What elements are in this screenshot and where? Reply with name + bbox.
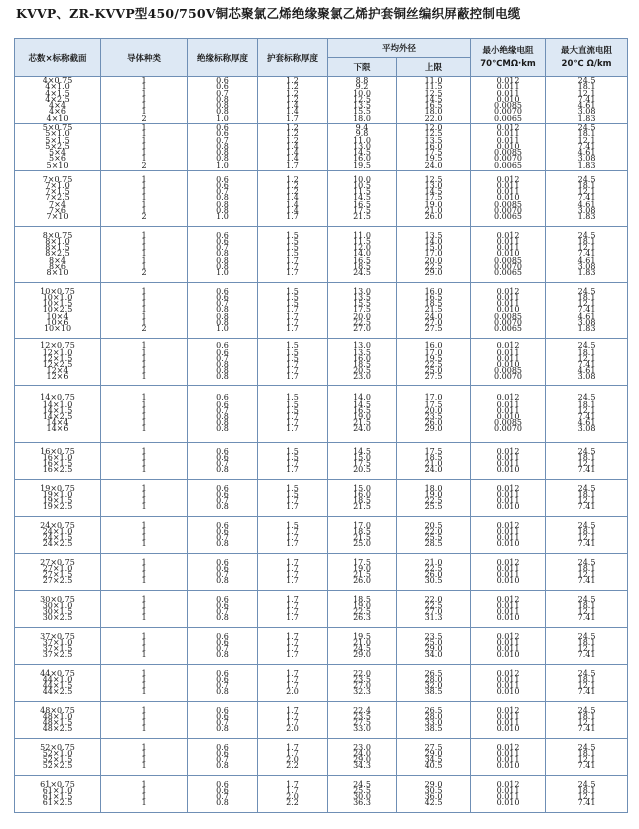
cell-od-lower: 17.5 19.0 21.5 26.0 (328, 554, 397, 591)
cell-insulation: 0.6 0.6 0.7 0.8 0.8 0.8 1.0 (188, 283, 258, 339)
cell-ins-resistance: 0.012 0.011 0.011 0.010 (471, 591, 546, 628)
cell-size: 27×0.75 27×1.0 27×1.5 27×2.5 (15, 554, 101, 591)
cell-size: 37×0.75 37×1.0 37×1.5 37×2.5 (15, 628, 101, 665)
cell-insulation: 0.6 0.6 0.7 0.8 0.8 0.8 1.0 (188, 227, 258, 283)
cell-od-lower: 15.0 16.0 18.5 21.5 (328, 480, 397, 517)
table-row (15, 386, 628, 443)
cell-ins-resistance: 0.012 0.011 0.011 0.010 (471, 480, 546, 517)
table-row (15, 665, 628, 702)
header-cores: 芯数×标称截面 (15, 39, 101, 77)
cell-size: 61×0.75 61×1.0 61×1.5 61×2.5 (15, 776, 101, 813)
cell-size: 30×0.75 30×1.0 30×1.5 30×2.5 (15, 591, 101, 628)
cell-od-lower: 11.0 11.5 12.0 14.0 16.5 18.5 24.5 (328, 227, 397, 283)
header-lower: 下限 (328, 58, 397, 77)
table-row (15, 171, 628, 227)
cell-od-upper: 26.5 28.0 32.0 38.5 (397, 665, 471, 702)
cell-od-lower: 19.5 21.0 24.5 29.0 (328, 628, 397, 665)
cell-conductor: 1 1 1 1 1 1 2 (101, 227, 188, 283)
cell-od-upper: 17.5 18.5 21.0 24.0 (397, 443, 471, 480)
cell-insulation: 0.6 0.6 0.7 0.8 0.8 0.8 (188, 339, 258, 386)
table-row (15, 517, 628, 554)
cell-od-upper: 27.5 29.0 34.5 40.5 (397, 739, 471, 776)
cell-sheath: 1.5 1.5 1.7 1.7 (258, 480, 328, 517)
cell-ins-resistance: 0.012 0.011 0.011 0.010 (471, 665, 546, 702)
cell-od-lower: 14.5 15.0 17.5 20.5 (328, 443, 397, 480)
cell-ins-resistance: 0.012 0.011 0.011 0.010 0.0085 0.0070 0.0065 (471, 171, 546, 227)
cell-sheath: 1.7 1.7 1.7 1.7 (258, 628, 328, 665)
header-ins-res-line1: 最小绝缘电阻 (482, 45, 534, 56)
cell-od-upper: 26.5 28.0 33.0 38.5 (397, 702, 471, 739)
cell-size: 19×0.75 19×1.0 19×1.5 19×2.5 (15, 480, 101, 517)
cell-insulation: 0.6 0.6 0.7 0.8 (188, 443, 258, 480)
cell-dc-resistance: 24.5 18.1 12.1 7.41 (546, 554, 628, 591)
cell-size: 10×0.75 10×1.0 10×1.5 10×2.5 10×4 10×6 10×10 (15, 283, 101, 339)
cell-ins-resistance: 0.012 0.011 0.011 0.010 (471, 554, 546, 591)
cell-conductor: 1 1 1 1 (101, 480, 188, 517)
cell-dc-resistance: 24.5 18.1 12.1 7.41 (546, 517, 628, 554)
cell-od-lower: 22.0 23.5 27.0 32.3 (328, 665, 397, 702)
header-insulation-resistance (471, 39, 546, 77)
header-insulation: 绝缘标称厚度 (188, 39, 258, 77)
cell-conductor: 1 1 1 1 (101, 591, 188, 628)
cell-od-upper: 13.5 14.0 15.0 17.0 20.0 22.5 29.0 (397, 227, 471, 283)
cell-od-upper: 23.5 25.0 29.0 34.0 (397, 628, 471, 665)
cell-sheath: 1.5 1.5 1.7 1.7 (258, 443, 328, 480)
cell-ins-resistance: 0.012 0.011 0.011 0.010 0.0085 0.0070 0.0065 (471, 77, 546, 124)
cell-sheath: 1.7 1.7 2.0 2.2 (258, 739, 328, 776)
cell-dc-resistance: 24.5 18.1 12.1 7.41 4.61 3.08 1.83 (546, 171, 628, 227)
table-row (15, 628, 628, 665)
cell-od-lower: 9.4 9.8 11.0 13.0 14.5 16.0 19.5 (328, 124, 397, 171)
cell-od-upper: 16.0 17.0 19.5 22.5 25.0 27.5 (397, 339, 471, 386)
cell-dc-resistance: 24.5 18.1 12.1 7.41 (546, 739, 628, 776)
table-header (15, 39, 628, 77)
cell-sheath: 1.5 1.5 1.5 1.7 1.7 1.7 (258, 339, 328, 386)
cell-insulation: 0.6 0.6 0.7 0.8 (188, 702, 258, 739)
cell-sheath: 1.5 1.7 1.7 1.7 (258, 517, 328, 554)
cell-dc-resistance: 24.5 18.1 12.1 7.41 4.61 3.08 (546, 386, 628, 443)
cell-dc-resistance: 24.5 18.1 12.1 7.41 (546, 665, 628, 702)
cell-od-upper: 17.0 17.5 20.0 23.5 26.0 29.0 (397, 386, 471, 443)
cell-insulation: 0.6 0.6 0.7 0.8 (188, 517, 258, 554)
cell-dc-resistance: 24.5 18.1 12.1 7.41 4.61 3.08 1.83 (546, 283, 628, 339)
cell-od-upper: 21.0 22.5 26.0 30.5 (397, 554, 471, 591)
cell-size: 52×0.75 52×1.0 52×1.5 52×2.5 (15, 739, 101, 776)
cell-od-lower: 10.0 10.5 11.5 14.5 16.5 17.5 21.5 (328, 171, 397, 227)
cell-dc-resistance: 24.5 18.1 12.1 7.41 4.61 3.08 1.83 (546, 227, 628, 283)
cell-conductor: 1 1 1 1 1 1 2 (101, 77, 188, 124)
cell-sheath: 1.2 1.2 1.2 1.4 1.4 1.4 1.7 (258, 124, 328, 171)
cell-sheath: 1.7 1.7 1.7 1.7 (258, 591, 328, 628)
table-row (15, 591, 628, 628)
cell-insulation: 0.6 0.6 0.7 0.8 (188, 554, 258, 591)
cell-od-lower: 8.8 9.2 10.0 12.5 13.5 15.5 18.0 (328, 77, 397, 124)
cell-size: 24×0.75 24×1.0 24×1.5 24×2.5 (15, 517, 101, 554)
cell-dc-resistance: 24.5 18.1 12.1 7.41 (546, 702, 628, 739)
cell-ins-resistance: 0.012 0.011 0.011 0.010 (471, 443, 546, 480)
table-body (15, 77, 628, 813)
cell-size: 16×0.75 16×1.0 16×1.5 16×2.5 (15, 443, 101, 480)
cell-od-lower: 24.5 25.5 30.0 36.3 (328, 776, 397, 813)
header-dc-res-line2: 20℃ Ω/km (561, 58, 612, 69)
cell-od-lower: 13.0 13.5 16.0 18.5 20.5 23.0 (328, 339, 397, 386)
cell-insulation: 0.6 0.6 0.7 0.8 (188, 776, 258, 813)
cell-od-lower: 14.0 14.5 16.5 19.0 21.5 24.0 (328, 386, 397, 443)
table-row (15, 702, 628, 739)
cell-conductor: 1 1 1 1 (101, 554, 188, 591)
cell-sheath: 1.7 1.7 1.7 2.0 (258, 665, 328, 702)
cell-dc-resistance: 24.5 18.1 12.1 7.41 (546, 591, 628, 628)
cell-sheath: 1.7 1.7 2.0 2.2 (258, 776, 328, 813)
cell-od-lower: 17.0 18.5 21.5 25.0 (328, 517, 397, 554)
cell-size: 8×0.75 8×1.0 8×1.5 8×2.5 8×4 8×6 8×10 (15, 227, 101, 283)
header-ins-res-line2: 70℃MΩ·km (480, 58, 536, 69)
cell-size: 12×0.75 12×1.0 12×1.5 12×2.5 12×4 12×6 (15, 339, 101, 386)
cell-conductor: 1 1 1 1 (101, 702, 188, 739)
cell-ins-resistance: 0.012 0.011 0.011 0.010 0.0085 0.0070 (471, 386, 546, 443)
cell-conductor: 1 1 1 1 (101, 517, 188, 554)
cell-sheath: 1.7 1.7 1.7 2.0 (258, 702, 328, 739)
cell-dc-resistance: 24.5 18.1 12.1 7.41 4.61 3.08 (546, 339, 628, 386)
table-row (15, 77, 628, 124)
cell-conductor: 1 1 1 1 1 1 2 (101, 283, 188, 339)
table-row (15, 339, 628, 386)
table-row (15, 227, 628, 283)
cell-od-lower: 18.5 19.0 22.5 26.3 (328, 591, 397, 628)
cell-ins-resistance: 0.012 0.011 0.011 0.010 (471, 628, 546, 665)
cell-ins-resistance: 0.012 0.011 0.011 0.010 (471, 776, 546, 813)
cell-ins-resistance: 0.012 0.011 0.011 0.010 (471, 517, 546, 554)
table-row (15, 554, 628, 591)
cell-od-lower: 13.0 13.5 15.5 17.5 20.0 22.5 27.0 (328, 283, 397, 339)
cell-conductor: 1 1 1 1 (101, 739, 188, 776)
page-title: KVVP、ZR-KVVP型450/750V铜芯聚氯乙烯绝缘聚氯乙烯护套铜丝编织屏蔽控制电缆 (16, 6, 521, 21)
cell-od-upper: 11.0 11.5 12.5 14.5 16.5 18.0 22.0 (397, 77, 471, 124)
table-row (15, 739, 628, 776)
table-row (15, 124, 628, 171)
cell-od-upper: 12.0 12.5 13.5 16.0 17.5 19.5 24.0 (397, 124, 471, 171)
header-avg-od: 平均外径 (328, 39, 471, 58)
cell-sheath: 1.7 1.7 1.7 1.7 (258, 554, 328, 591)
cell-size: 44×0.75 44×1.0 44×1.5 44×2.5 (15, 665, 101, 702)
cell-conductor: 1 1 1 1 (101, 443, 188, 480)
cell-od-upper: 20.5 22.0 25.5 28.5 (397, 517, 471, 554)
cell-conductor: 1 1 1 1 1 1 2 (101, 124, 188, 171)
cell-sheath: 1.2 1.2 1.2 1.2 1.4 1.4 1.7 (258, 77, 328, 124)
cell-conductor: 1 1 1 1 1 1 (101, 386, 188, 443)
cell-dc-resistance: 24.5 18.1 12.1 7.41 (546, 443, 628, 480)
header-conductor: 导体种类 (101, 39, 188, 77)
cable-spec-table (14, 38, 628, 813)
cell-size: 48×0.75 48×1.0 48×1.5 48×2.5 (15, 702, 101, 739)
cell-ins-resistance: 0.012 0.011 0.011 0.010 0.0085 0.0070 0.0065 (471, 283, 546, 339)
cell-conductor: 1 1 1 1 (101, 665, 188, 702)
cell-size: 4×0.75 4×1.0 4×1.5 4×2.5 4×4 4×6 4×10 (15, 77, 101, 124)
cell-insulation: 0.6 0.6 0.7 0.8 0.8 0.8 1.0 (188, 77, 258, 124)
cell-insulation: 0.6 0.6 0.7 0.8 0.8 0.8 (188, 386, 258, 443)
cell-ins-resistance: 0.012 0.011 0.011 0.010 0.0085 0.0070 0.0065 (471, 227, 546, 283)
cell-insulation: 0.6 0.6 0.7 0.8 (188, 739, 258, 776)
cell-size: 14×0.75 14×1.0 14×1.5 14×2.5 14×4 14×6 (15, 386, 101, 443)
table-row (15, 283, 628, 339)
header-dc-res-line1: 最大直流电阻 (561, 45, 613, 56)
cell-size: 7×0.75 7×1.0 7×1.5 7×2.5 7×4 7×6 7×10 (15, 171, 101, 227)
cell-insulation: 0.6 0.6 0.7 0.8 0.8 0.8 1.0 (188, 171, 258, 227)
cell-od-upper: 29.0 30.5 36.0 42.5 (397, 776, 471, 813)
table-row (15, 443, 628, 480)
cell-od-upper: 16.0 16.5 18.5 21.5 24.0 27.0 27.5 (397, 283, 471, 339)
cell-sheath: 1.5 1.5 1.5 1.7 1.7 1.7 1.7 (258, 283, 328, 339)
cell-conductor: 1 1 1 1 (101, 628, 188, 665)
cell-conductor: 1 1 1 1 1 1 2 (101, 171, 188, 227)
cell-dc-resistance: 24.5 18.1 12.1 7.41 4.61 3.08 1.83 (546, 77, 628, 124)
table-row (15, 776, 628, 813)
cell-dc-resistance: 24.5 18.1 12.1 7.41 (546, 776, 628, 813)
cell-sheath: 1.2 1.2 1.2 1.4 1.4 1.4 1.7 (258, 171, 328, 227)
cell-insulation: 0.6 0.6 0.7 0.8 (188, 591, 258, 628)
cell-ins-resistance: 0.012 0.011 0.011 0.010 (471, 739, 546, 776)
cell-conductor: 1 1 1 1 1 1 (101, 339, 188, 386)
header-upper: 上限 (397, 58, 471, 77)
cell-ins-resistance: 0.012 0.011 0.011 0.010 0.0085 0.0070 (471, 339, 546, 386)
cell-insulation: 0.6 0.6 0.7 0.8 (188, 480, 258, 517)
cell-insulation: 0.6 0.6 0.7 0.8 (188, 628, 258, 665)
cell-dc-resistance: 24.5 18.1 12.1 7.41 (546, 628, 628, 665)
cell-od-lower: 22.4 23.5 27.5 33.0 (328, 702, 397, 739)
cell-sheath: 1.5 1.5 1.5 1.7 1.7 1.7 (258, 386, 328, 443)
header-sheath: 护套标称厚度 (258, 39, 328, 77)
cell-size: 5×0.75 5×1.0 5×1.5 5×2.5 5×4 5×6 5×10 (15, 124, 101, 171)
cell-ins-resistance: 0.012 0.011 0.011 0.010 (471, 702, 546, 739)
cell-od-upper: 22.0 22.5 27.0 31.3 (397, 591, 471, 628)
cell-od-upper: 18.0 19.0 22.5 25.5 (397, 480, 471, 517)
header-dc-resistance (546, 39, 628, 77)
cell-conductor: 1 1 1 1 (101, 776, 188, 813)
cell-dc-resistance: 24.5 18.1 12.1 7.41 (546, 480, 628, 517)
cell-dc-resistance: 24.5 18.1 12.1 7.41 4.61 3.08 1.83 (546, 124, 628, 171)
table-row (15, 480, 628, 517)
cell-od-upper: 12.5 13.0 14.5 17.5 19.0 21.0 26.0 (397, 171, 471, 227)
cell-insulation: 0.6 0.6 0.7 0.8 0.8 0.8 1.0 (188, 124, 258, 171)
cell-sheath: 1.5 1.5 1.5 1.5 1.7 1.7 1.7 (258, 227, 328, 283)
cell-insulation: 0.6 0.6 0.7 0.8 (188, 665, 258, 702)
cell-ins-resistance: 0.012 0.011 0.011 0.010 0.0085 0.0070 0.0065 (471, 124, 546, 171)
cell-od-lower: 23.0 24.0 29.0 34.3 (328, 739, 397, 776)
